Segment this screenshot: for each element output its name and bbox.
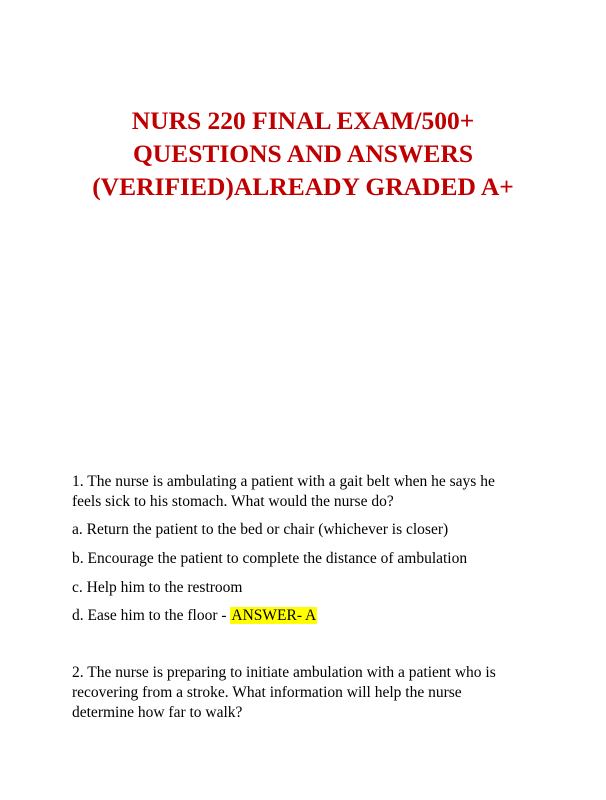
question-1-option-c: c. Help him to the restroom: [72, 579, 243, 596]
title-line-1: NURS 220 FINAL EXAM/500+: [131, 106, 475, 135]
question-1-option-d: [72, 606, 542, 626]
question-2-stem-line-3: determine how far to walk?: [72, 704, 243, 721]
question-2-stem-line-1: 2. The nurse is preparing to initiate ambulation with a patient who is: [72, 664, 496, 681]
question-1-option-d-text: d. Ease him to the floor -: [72, 607, 231, 624]
question-1-option-b: b. Encourage the patient to complete the distance of ambulation: [72, 550, 468, 567]
title-line-2: QUESTIONS AND ANSWERS: [132, 139, 474, 168]
question-1-stem-line-1: 1. The nurse is ambulating a patient with a gait belt when he says he: [72, 473, 495, 490]
answer-highlight: ANSWER- A: [231, 607, 317, 624]
question-2-stem-line-2: recovering from a stroke. What information will help the nurse: [72, 684, 462, 701]
question-1-stem: [72, 472, 542, 512]
question-1-option-a: a. Return the patient to the bed or chair (whichever is closer): [72, 521, 449, 538]
question-2-stem: [72, 663, 542, 723]
title-line-3: (VERIFIED)ALREADY GRADED A+: [92, 172, 514, 201]
document-title: [40, 104, 566, 203]
question-1-stem-line-2: feels sick to his stomach. What would the nurse do?: [72, 493, 394, 510]
